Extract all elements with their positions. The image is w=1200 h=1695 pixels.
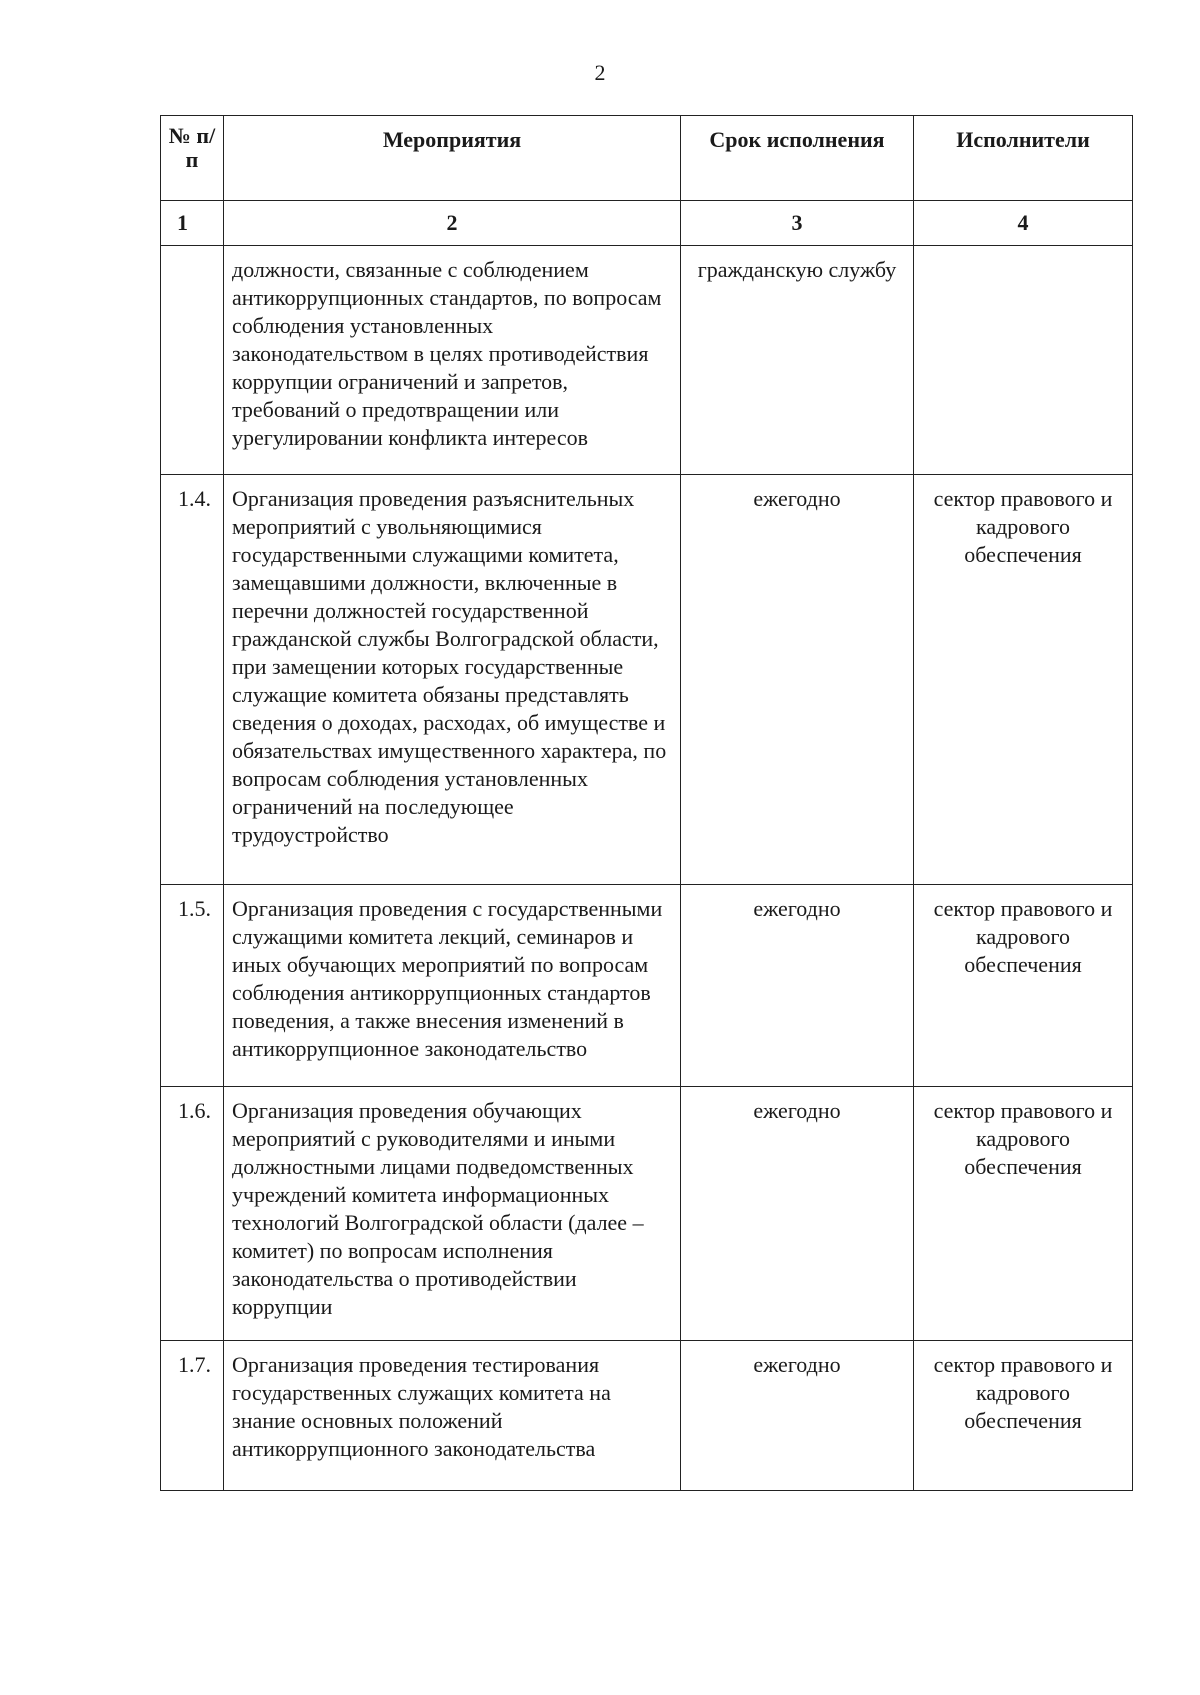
column-number: 4 [914, 201, 1133, 246]
row-executors: сектор правового и кадрового обеспечения [914, 475, 1133, 885]
column-number: 1 [161, 201, 224, 246]
row-executors: сектор правового и кадрового обеспечения [914, 1087, 1133, 1341]
row-term: гражданскую службу [681, 246, 914, 475]
header-executors: Исполнители [914, 116, 1133, 201]
table-row [161, 885, 1133, 1087]
row-term: ежегодно [681, 1341, 914, 1491]
row-term: ежегодно [681, 475, 914, 885]
table-row [161, 1341, 1133, 1491]
row-executors: сектор правового и кадрового обеспечения [914, 885, 1133, 1087]
row-number [161, 246, 224, 475]
column-number: 3 [681, 201, 914, 246]
column-number: 2 [224, 201, 681, 246]
activities-table [160, 115, 1133, 1491]
column-numbers-row [161, 201, 1133, 246]
row-activity: Организация проведения тестирования государственных служащих комитета на знание основных положений антикоррупционного законодательства [224, 1341, 681, 1491]
row-activity: Организация проведения обучающих мероприятий с руководителями и иными должностными лицами подведомственных учреждений комитета информационных технологий Волгоградской области (далее – комитет) по вопросам исполнения законодательства о противодействии коррупции [224, 1087, 681, 1341]
row-term: ежегодно [681, 885, 914, 1087]
table-header-row [161, 116, 1133, 201]
row-number: 1.5. [161, 885, 224, 1087]
row-executors [914, 246, 1133, 475]
header-number: № п/п [161, 116, 224, 201]
row-activity: Организация проведения с государственными служащими комитета лекций, семинаров и иных обучающих мероприятий по вопросам соблюдения антикоррупционных стандартов поведения, а также внесения изменений в антикоррупционное законодательство [224, 885, 681, 1087]
header-term: Срок исполнения [681, 116, 914, 201]
table-row [161, 1087, 1133, 1341]
row-term: ежегодно [681, 1087, 914, 1341]
table-row [161, 475, 1133, 885]
header-activity: Мероприятия [224, 116, 681, 201]
table-row [161, 246, 1133, 475]
row-executors: сектор правового и кадрового обеспечения [914, 1341, 1133, 1491]
row-activity: должности, связанные с соблюдением антикоррупционных стандартов, по вопросам соблюдения установленных законодательством в целях противодействия коррупции ограничений и запретов, требований о предотвращении или урегулировании конфликта интересов [224, 246, 681, 475]
row-number: 1.4. [161, 475, 224, 885]
page-number: 2 [594, 60, 606, 85]
row-activity: Организация проведения разъяснительных мероприятий с увольняющимися государственными служащими комитета, замещавшими должности, включенные в перечни должностей государственной гражданской службы Волгоградской области, при замещении которых государственные служащие комитета обязаны представлять сведения о доходах, расходах, об имуществе и обязательствах имущественного характера, по вопросам соблюдения установленных ограничений на последующее трудоустройство [224, 475, 681, 885]
row-number: 1.6. [161, 1087, 224, 1341]
row-number: 1.7. [161, 1341, 224, 1491]
